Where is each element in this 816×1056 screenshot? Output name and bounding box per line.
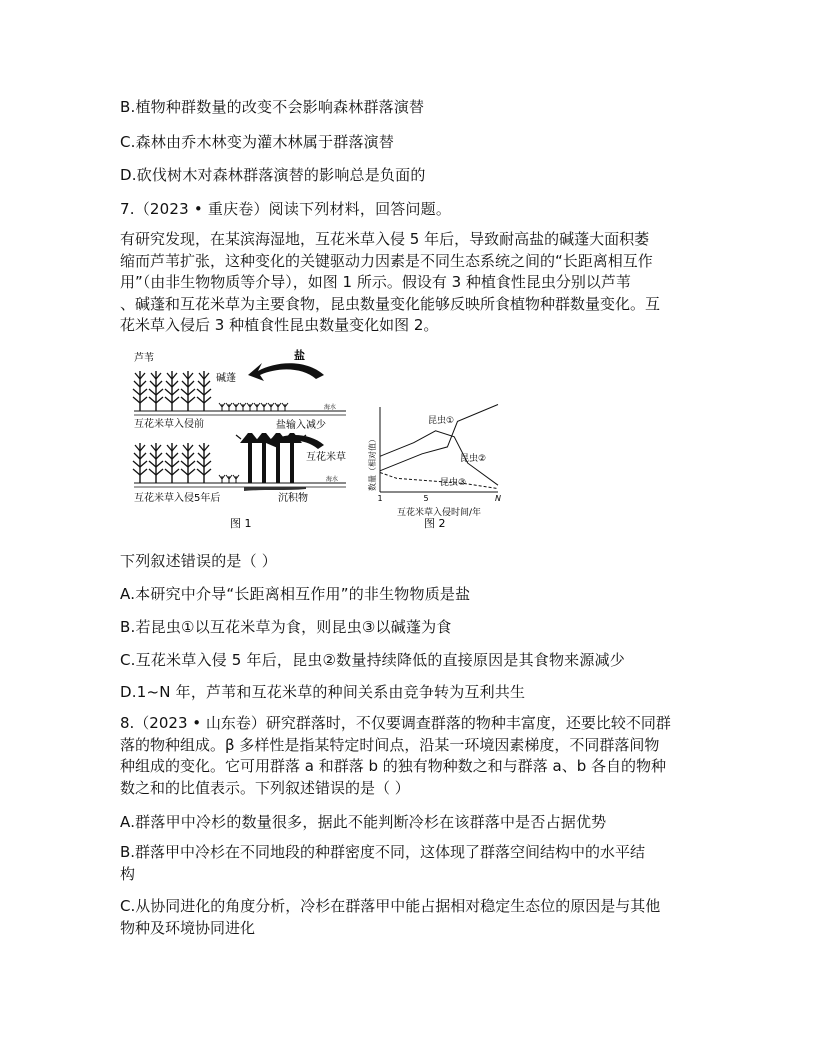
label-reed: 芦苇: [134, 353, 154, 364]
q7-figures: [126, 345, 516, 544]
q7-option-b: B.若昆虫①以互花米草为食，则昆虫③以碱蓬为食: [120, 618, 452, 636]
figure2-caption: 图 2: [424, 517, 446, 530]
q7-header: 7.（2023 • 重庆卷）阅读下列材料，回答问题。: [120, 200, 452, 218]
label-spartina: 互花米草: [306, 452, 346, 463]
reed-plants-bottom: [133, 443, 211, 483]
q7-material-line: 、碱蓬和互花米草为主要食物，昆虫数量变化能够反映所食植物种群数量变化。互: [120, 294, 661, 313]
q8-stem: [120, 713, 700, 799]
chart-xtick: N: [495, 494, 501, 503]
chart-xtick: 5: [423, 494, 429, 503]
sediment-shape: [244, 487, 306, 491]
q7-material: [120, 229, 700, 337]
figure1-caption: 图 1: [230, 517, 252, 530]
figure2-chart: [367, 405, 501, 519]
q6-option-c: C.森林由乔木林变为灌木林属于群落演替: [120, 133, 395, 151]
spartina-plants: [236, 433, 306, 483]
salt-arrow-icon: [248, 363, 324, 381]
label-suaeda: 碱蓬: [216, 373, 236, 384]
label-before: 互花米草入侵前: [134, 419, 204, 430]
q8-option-b-line: 构: [120, 864, 136, 883]
q7-material-line: 花米草入侵后 3 种植食性昆虫数量变化如图 2。: [120, 316, 439, 334]
series-insect-3-line: [380, 473, 498, 489]
chart-ylabel: 数量（相对值）: [368, 435, 377, 491]
label-salt-reduced: 盐输入减少: [276, 420, 326, 431]
reed-plants-top: [133, 371, 211, 411]
q6-option-d: D.砍伐树木对森林群落演替的影响总是负面的: [120, 166, 426, 184]
q8-option-b: [120, 842, 700, 885]
q7-question: 下列叙述错误的是（ ）: [120, 552, 277, 570]
q7-material-line: 用”（由非生物物质等介导），如图 1 所示。假设有 3 种植食性昆虫分别以芦苇: [120, 273, 631, 291]
q8-stem-line: 落的物种组成。β 多样性是指某特定时间点，沿某一环境因素梯度，不同群落间物: [120, 735, 660, 754]
suaeda-sprouts-bottom: [219, 475, 239, 483]
figures-svg: [126, 345, 516, 540]
q6-option-b: B.植物种群数量的改变不会影响森林群落演替: [120, 98, 425, 116]
q8-stem-line: 种组成的变化。它可用群落 a 和群落 b 的独有物种数之和与群落 a、b 各自的物种: [120, 757, 667, 775]
label-seawater-top: 海水: [324, 404, 337, 411]
series-insect-2-label: 昆虫②: [460, 454, 487, 464]
q8-option-a: A.群落甲中冷杉的数量很多，据此不能判断冷杉在该群落中是否占据优势: [120, 813, 607, 831]
q7-option-d: D.1~N 年，芦苇和互花米草的种间关系由竞争转为互利共生: [120, 683, 526, 701]
q8-option-b-line: B.群落甲中冷杉在不同地段的种群密度不同，这体现了群落空间结构中的水平结: [120, 843, 646, 861]
chart-xlabel: 互花米草入侵时间/年: [396, 508, 482, 518]
q8-option-c-line: C.从协同进化的角度分析，冷杉在群落甲中能占据相对稳定生态位的原因是与其他: [120, 897, 661, 915]
suaeda-sprouts-top: [219, 403, 288, 411]
q7-option-c: C.互花米草入侵 5 年后，昆虫②数量持续降低的直接原因是其食物来源减少: [120, 651, 625, 669]
chart-xtick: 1: [377, 494, 383, 503]
q8-stem-line: 8.（2023 • 山东卷）研究群落时，不仅要调查群落的物种丰富度，还要比较不同群: [120, 714, 671, 732]
series-insect-1-label: 昆虫①: [428, 416, 455, 426]
label-sediment: 沉积物: [278, 493, 308, 504]
q8-option-c: [120, 896, 700, 939]
label-after: 互花米草入侵5年后: [134, 493, 221, 504]
series-insect-3-label: 昆虫③: [440, 478, 467, 488]
q7-material-line: 有研究发现，在某滨海湿地，互花米草入侵 5 年后，导致耐高盐的碱蓬大面积萎: [120, 230, 650, 248]
label-salt: 盐: [294, 349, 305, 362]
q8-stem-line: 数之和的比值表示。下列叙述错误的是（ ）: [120, 778, 410, 797]
q8-option-c-line: 物种及环境协同进化: [120, 918, 256, 937]
label-seawater-bottom: 海水: [326, 476, 339, 483]
q7-option-a: A.本研究中介导“长距离相互作用”的非生物物质是盐: [120, 585, 471, 603]
q7-material-line: 缩而芦苇扩张，这种变化的关键驱动力因素是不同生态系统之间的“长距离相互作: [120, 251, 653, 270]
